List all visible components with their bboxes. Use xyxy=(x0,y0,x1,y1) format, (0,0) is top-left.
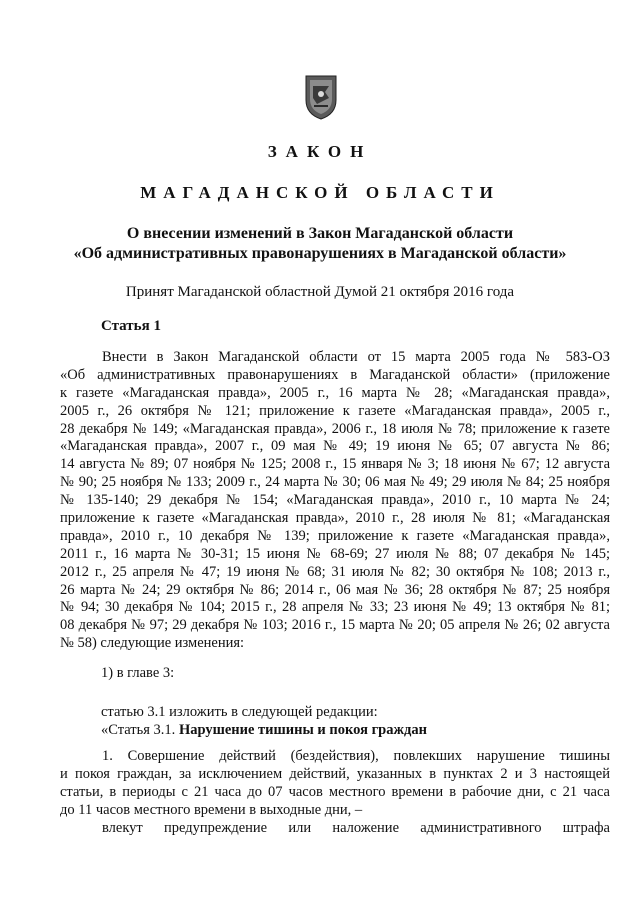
point-line: влекут предупреждение или наложение административного штрафа xyxy=(102,820,610,836)
paragraph-line: № 135-140; 29 декабря № 154; «Магаданская правда», 2010 г., 10 марта № 24; xyxy=(60,492,610,509)
paragraph-line: № 58) следующие изменения: xyxy=(60,635,245,652)
paragraph-line: Внести в Закон Магаданской области от 15 марта 2005 года № 583-ОЗ xyxy=(102,349,610,365)
article-heading: Статья 1 xyxy=(101,318,161,334)
paragraph-line: «Магаданская правда», 2007 г., 09 мая № 49; 19 июня № 65; 07 августа № 86; xyxy=(60,438,610,455)
paragraph-line: № 90; 25 ноября № 133; 2009 г., 24 марта № 30; 06 мая № 49; 29 июля № 84; 25 ноября xyxy=(60,474,610,491)
paragraph-line: 08 декабря № 97; 29 декабря № 103; 2016 г., 15 марта № 20; 05 апреля № 26; 02 августа xyxy=(60,617,610,634)
list-item-chapter-3: 1) в главе 3: xyxy=(101,665,175,681)
subtitle-line-1: О внесении изменений в Закон Магаданской области xyxy=(126,225,514,242)
paragraph-line: 2011 г., 16 марта № 30-31; 15 июня № 68-69; 27 июля № 88; 07 декабря № 145; xyxy=(60,545,610,562)
point-line: статьи, в периоды с 21 часа до 07 часов местного времени в рабочие дни, с 21 часа xyxy=(60,784,610,800)
point-1-paragraph xyxy=(60,747,610,837)
point-line: до 11 часов местного времени в выходные дни, – xyxy=(60,802,363,818)
paragraph-line: № 94; 30 декабря № 104; 2015 г., 28 апреля № 33; 23 июня № 49; 13 октября № 81; xyxy=(60,599,610,616)
law-title: ЗАКОН xyxy=(267,142,373,161)
paragraph-line: правда», 2010 г., 10 декабря № 139; приложение к газете «Магаданская правда», xyxy=(60,527,610,544)
statute-intro: статью 3.1 изложить в следующей редакции: xyxy=(101,704,378,720)
subtitle-line-2: «Об административных правонарушениях в Магаданской области» xyxy=(73,245,567,262)
paragraph-line: к газете «Магаданская правда», 2005 г., 16 марта № 28; «Магаданская правда», xyxy=(60,384,610,401)
paragraph-line: «Об административных правонарушениях в Магаданской области» (приложение xyxy=(60,366,610,383)
point-line: и покоя граждан, за исключением действий, указанных в пунктах 2 и 3 настоящей xyxy=(60,766,610,782)
article-paragraph xyxy=(60,349,610,653)
point-line: 1. Совершение действий (бездействия), повлекших нарушение тишины xyxy=(102,748,610,764)
paragraph-line: 2012 г., 25 апреля № 47; 19 июня № 68; 31 июля № 82; 30 октября № 108; 2013 г., xyxy=(60,563,610,580)
adoption-date: Принят Магаданской областной Думой 21 октября 2016 года xyxy=(125,284,515,300)
statute-heading xyxy=(101,721,427,739)
coat-of-arms-icon xyxy=(304,74,338,120)
paragraph-line: 14 августа № 89; 07 ноября № 125; 2008 г., 15 января № 3; 18 июня № 67; 12 августа xyxy=(60,456,610,473)
paragraph-line: приложение к газете «Магаданская правда», 2010 г., 28 июля № 81; «Магаданская xyxy=(60,510,610,527)
statute-title: Нарушение тишины и покоя граждан xyxy=(178,722,427,738)
paragraph-line: 26 марта № 24; 29 октября № 86; 2014 г., 06 мая № 36; 28 октября № 87; 25 ноября xyxy=(60,581,610,598)
statute-prefix: «Статья 3.1. xyxy=(101,722,179,738)
law-region-title: МАГАДАНСКОЙ ОБЛАСТИ xyxy=(140,183,500,202)
paragraph-line: 28 декабря № 149; «Магаданская правда», 2006 г., 18 июля № 78; приложение к газете xyxy=(60,420,610,437)
law-subtitle xyxy=(0,224,640,264)
paragraph-line: 2005 г., 26 октября № 121; приложение к газете «Магаданская правда», 2005 г., xyxy=(60,402,610,419)
